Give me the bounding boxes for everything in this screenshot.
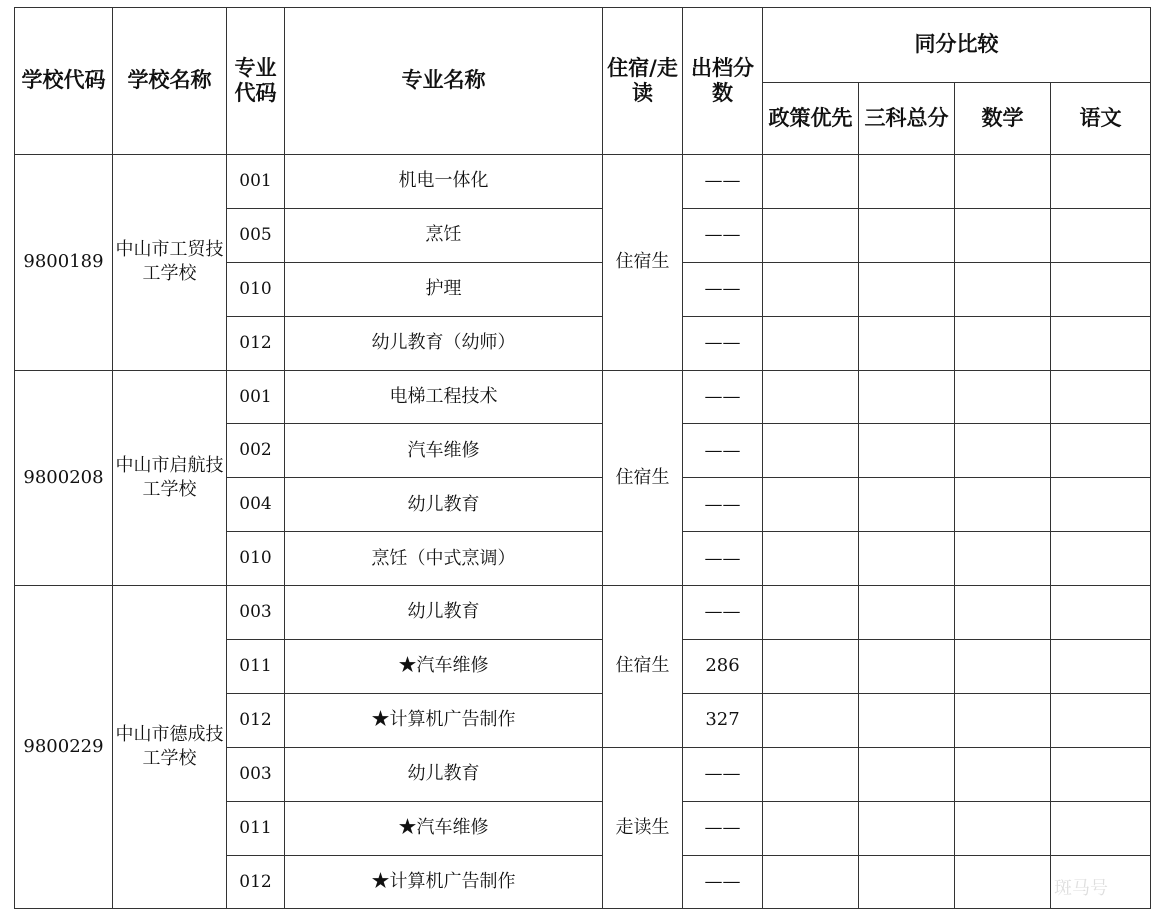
boarding-cell: 住宿生 (603, 155, 683, 371)
total3-cell (859, 640, 955, 694)
policy-cell (763, 478, 859, 532)
major-code-cell: 003 (227, 747, 285, 801)
score-cell: —— (683, 424, 763, 478)
major-code-cell: 005 (227, 208, 285, 262)
chinese-cell (1051, 801, 1151, 855)
total3-cell (859, 586, 955, 640)
major-code-cell: 001 (227, 370, 285, 424)
chinese-cell (1051, 747, 1151, 801)
major-name-cell: 幼儿教育 (285, 747, 603, 801)
major-name-cell: 汽车维修 (285, 424, 603, 478)
score-cell: 327 (683, 693, 763, 747)
total3-cell (859, 155, 955, 209)
chinese-cell (1051, 316, 1151, 370)
major-name-cell: ★汽车维修 (285, 801, 603, 855)
chinese-cell (1051, 262, 1151, 316)
total3-cell (859, 370, 955, 424)
chinese-cell (1051, 640, 1151, 694)
watermark: 斑马号 (1054, 878, 1108, 899)
score-cell: —— (683, 262, 763, 316)
major-name-cell: ★汽车维修 (285, 640, 603, 694)
boarding-cell: 住宿生 (603, 370, 683, 586)
major-name-cell: 机电一体化 (285, 155, 603, 209)
header-score: 出档分数 (683, 8, 763, 155)
header-major-code: 专业代码 (227, 8, 285, 155)
chinese-cell (1051, 532, 1151, 586)
math-cell (955, 370, 1051, 424)
table-row (15, 586, 1151, 640)
major-code-cell: 010 (227, 262, 285, 316)
major-name-cell: 烹饪 (285, 208, 603, 262)
header-tie-compare: 同分比较 (763, 8, 1151, 83)
header-policy: 政策优先 (763, 83, 859, 155)
major-name-cell: ★计算机广告制作 (285, 855, 603, 909)
major-code-cell: 012 (227, 693, 285, 747)
table-body (15, 155, 1151, 909)
policy-cell (763, 747, 859, 801)
policy-cell (763, 424, 859, 478)
major-code-cell: 011 (227, 640, 285, 694)
policy-cell (763, 640, 859, 694)
chinese-cell (1051, 586, 1151, 640)
chinese-cell (1051, 208, 1151, 262)
major-name-cell: 幼儿教育 (285, 586, 603, 640)
policy-cell (763, 532, 859, 586)
school-code-cell: 9800229 (15, 586, 113, 909)
major-name-cell: 烹饪（中式烹调） (285, 532, 603, 586)
major-code-cell: 011 (227, 801, 285, 855)
math-cell (955, 532, 1051, 586)
major-code-cell: 001 (227, 155, 285, 209)
school-name-cell: 中山市工贸技工学校 (113, 155, 227, 371)
total3-cell (859, 747, 955, 801)
math-cell (955, 693, 1051, 747)
policy-cell (763, 155, 859, 209)
score-cell: —— (683, 155, 763, 209)
table-row (15, 370, 1151, 424)
total3-cell (859, 693, 955, 747)
major-code-cell: 002 (227, 424, 285, 478)
major-name-cell: 护理 (285, 262, 603, 316)
school-name-cell: 中山市启航技工学校 (113, 370, 227, 586)
total3-cell (859, 801, 955, 855)
math-cell (955, 801, 1051, 855)
chinese-cell (1051, 693, 1151, 747)
school-name-cell: 中山市德成技工学校 (113, 586, 227, 909)
math-cell (955, 316, 1051, 370)
header-math: 数学 (955, 83, 1051, 155)
major-name-cell: 幼儿教育 (285, 478, 603, 532)
total3-cell (859, 424, 955, 478)
score-cell: —— (683, 316, 763, 370)
boarding-cell: 住宿生 (603, 586, 683, 748)
math-cell (955, 855, 1051, 909)
math-cell (955, 640, 1051, 694)
policy-cell (763, 208, 859, 262)
boarding-cell: 走读生 (603, 747, 683, 909)
score-cell: —— (683, 747, 763, 801)
math-cell (955, 586, 1051, 640)
major-code-cell: 010 (227, 532, 285, 586)
total3-cell (859, 478, 955, 532)
policy-cell (763, 316, 859, 370)
major-code-cell: 012 (227, 316, 285, 370)
score-cell: —— (683, 532, 763, 586)
school-code-cell: 9800189 (15, 155, 113, 371)
major-code-cell: 004 (227, 478, 285, 532)
chinese-cell (1051, 478, 1151, 532)
school-code-cell: 9800208 (15, 370, 113, 586)
math-cell (955, 155, 1051, 209)
major-name-cell: ★计算机广告制作 (285, 693, 603, 747)
math-cell (955, 262, 1051, 316)
total3-cell (859, 855, 955, 909)
math-cell (955, 208, 1051, 262)
score-cell: —— (683, 801, 763, 855)
major-code-cell: 012 (227, 855, 285, 909)
header-school-code: 学校代码 (15, 8, 113, 155)
score-cell: —— (683, 855, 763, 909)
total3-cell (859, 316, 955, 370)
total3-cell (859, 208, 955, 262)
chinese-cell (1051, 370, 1151, 424)
score-cell: —— (683, 370, 763, 424)
math-cell (955, 424, 1051, 478)
chinese-cell (1051, 424, 1151, 478)
policy-cell (763, 262, 859, 316)
policy-cell (763, 855, 859, 909)
math-cell (955, 478, 1051, 532)
table-row (15, 155, 1151, 209)
score-cell: —— (683, 586, 763, 640)
header-school-name: 学校名称 (113, 8, 227, 155)
major-code-cell: 003 (227, 586, 285, 640)
score-cell: —— (683, 208, 763, 262)
total3-cell (859, 532, 955, 586)
header-boarding: 住宿/走读 (603, 8, 683, 155)
score-cell: 286 (683, 640, 763, 694)
major-name-cell: 幼儿教育（幼师） (285, 316, 603, 370)
policy-cell (763, 801, 859, 855)
policy-cell (763, 693, 859, 747)
header-chinese: 语文 (1051, 83, 1151, 155)
major-name-cell: 电梯工程技术 (285, 370, 603, 424)
policy-cell (763, 586, 859, 640)
total3-cell (859, 262, 955, 316)
chinese-cell (1051, 155, 1151, 209)
math-cell (955, 747, 1051, 801)
header-total3: 三科总分 (859, 83, 955, 155)
admission-table (14, 7, 1151, 909)
score-cell: —— (683, 478, 763, 532)
policy-cell (763, 370, 859, 424)
header-major-name: 专业名称 (285, 8, 603, 155)
